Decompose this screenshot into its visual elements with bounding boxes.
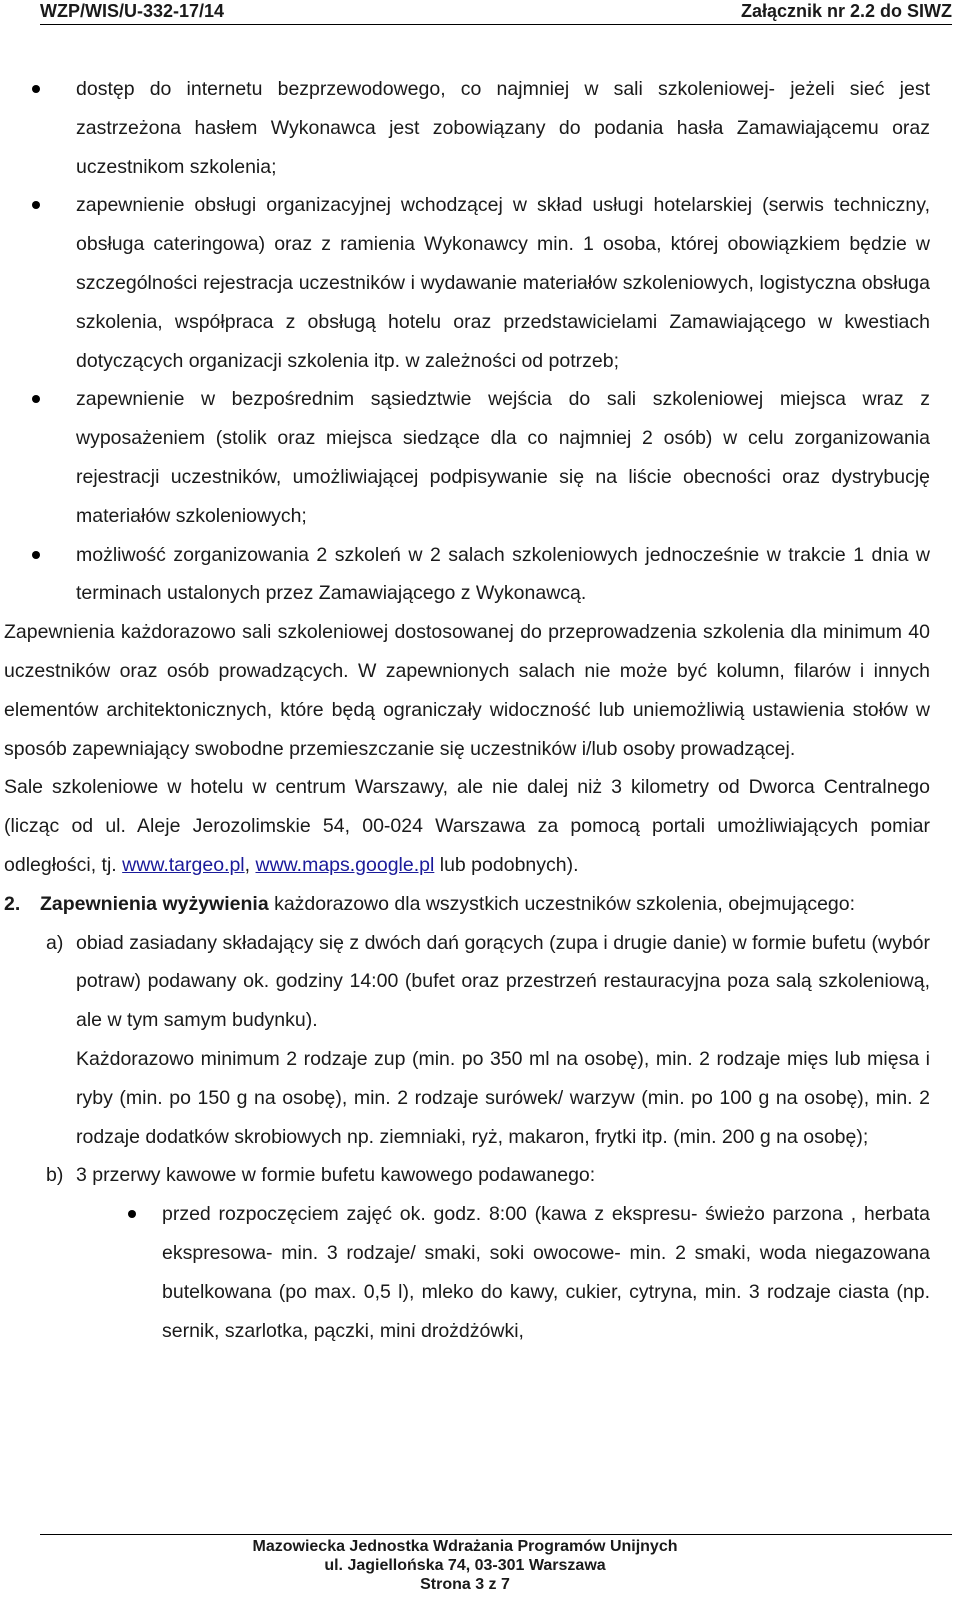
location-paragraph [4, 768, 930, 884]
targeo-link[interactable]: www.targeo.pl [122, 853, 245, 876]
section-2-heading [4, 885, 930, 924]
list-item: możliwość zorganizowania 2 szkoleń w 2 salach szkoleniowych jednocześnie w trakcie 1 dnia w terminach ustalonych przez Zamawiającego z Wykonawcą. [4, 536, 930, 614]
page-footer [0, 1537, 930, 1594]
section-title: Zapewnienia wyżywienia [40, 892, 269, 915]
page-header [40, 0, 952, 22]
coffee-break-list [4, 1195, 930, 1350]
location-text-end: lub podobnych). [434, 853, 579, 876]
document-reference: WZP/WIS/U-332-17/14 [40, 1, 225, 21]
list-item: zapewnienie obsługi organizacyjnej wchodzącej w skład usługi hotelarskiej (serwis techniczny, obsługa cateringowa) oraz z ramienia Wykonawcy min. 1 osoba, której obowiązkiem będzie w szczególności rejestracja uczestników i wydawanie materiałów szkoleniowych, logistyczna obsługa szkolenia, współpraca z obsługą hotelu oraz przedstawicielami Zamawiającego w kwestiach dotyczących organizacji szkolenia itp. w zależności od potrzeb; [4, 186, 930, 380]
page-number: Strona 3 z 7 [420, 1576, 510, 1593]
section-text: każdorazowo dla wszystkich uczestników szkolenia, obejmującego: [268, 892, 856, 915]
training-room-paragraph: Zapewnienia każdorazowo sali szkoleniowej dostosowanej do przeprowadzenia szkolenia dla minimum 40 uczestników oraz osób prowadzących. W zapewnionych salach nie może być kolumn, filarów i innych elementów architektonicznych, które będą ograniczały widoczność lub uniemożliwią ustawienia stołów w sposób zapewniający swobodne przemieszczanie się uczestników i/lub osoby prowadzącej. [4, 621, 930, 760]
header-divider [40, 24, 952, 25]
list-item: przed rozpoczęciem zajęć ok. godz. 8:00 (kawa z ekspresu- świeżo parzona , herbata ekspresowa- min. 3 rodzaje/ smaki, soki owocowe- min. 2 smaki, woda niegazowana butelkowana (po max. 0,5 l), mleko do kawy, cukier, cytryna, min. 3 rodzaje ciasta (np. sernik, szarlotka, pączki, mini drożdżówki, [4, 1195, 930, 1350]
item-b-label: b) [46, 1164, 64, 1187]
footer-organization: Mazowiecka Jednostka Wdrażania Programów Unijnych [252, 1538, 678, 1555]
link-separator: , [244, 853, 256, 876]
item-a-label: a) [46, 931, 64, 954]
footer-divider [40, 1534, 952, 1535]
list-item: zapewnienie w bezpośrednim sąsiedztwie wejścia do sali szkoleniowej miejsca wraz z wyposażeniem (stolik oraz miejsca siedzące dla co najmniej 2 osób) w celu zorganizowania rejestracji uczestników, umożliwiającej podpisywanie się na liście obecności oraz dystrybucję materiałów szkoleniowych; [4, 380, 930, 535]
list-item: dostęp do internetu bezprzewodowego, co najmniej w sali szkoleniowej- jeżeli sieć jest zastrzeżona hasłem Wykonawca jest zobowiązany do podania hasła Zamawiającemu oraz uczestnikom szkolenia; [4, 70, 930, 186]
location-text: Sale szkoleniowe w hotelu w centrum Warszawy, ale nie dalej niż 3 kilometry od Dworca Centralnego (licząc od ul. Aleje Jerozolimskie 54, 00-024 Warszawa za pomocą portali umożliwiających pomiar odległości, tj. [4, 776, 930, 876]
item-a-details: Każdorazowo minimum 2 rodzaje zup (min. po 350 ml na osobę), min. 2 rodzaje mięs lub mięsa i ryby (min. po 150 g na osobę), min. 2 rodzaje surówek/ warzyw (min. po 100 g na osobę), min. 2 rodzaje dodatków skrobiowych np. ziemniaki, ryż, makaron, frytki itp. (min. 200 g na osobę); [76, 1047, 930, 1148]
item-a-text: obiad zasiadany składający się z dwóch dań gorących (zupa i drugie danie) w formie bufetu (wybór potraw) podawany ok. godziny 14:00 (bufet oraz przestrzeń restauracyjna poza salą szkoleniową, ale w tym samym budynku). [76, 931, 930, 1032]
attachment-label: Załącznik nr 2.2 do SIWZ [740, 1, 952, 21]
footer-address: ul. Jagiellońska 74, 03-301 Warszawa [324, 1557, 606, 1574]
section-number: 2. [4, 892, 21, 915]
item-b-text: 3 przerwy kawowe w formie bufetu kawowego podawanego: [76, 1164, 596, 1187]
google-maps-link[interactable]: www.maps.google.pl [255, 853, 435, 876]
requirements-list [4, 70, 930, 613]
document-body [4, 70, 930, 1350]
item-b [4, 1156, 930, 1195]
item-a [4, 924, 930, 1157]
